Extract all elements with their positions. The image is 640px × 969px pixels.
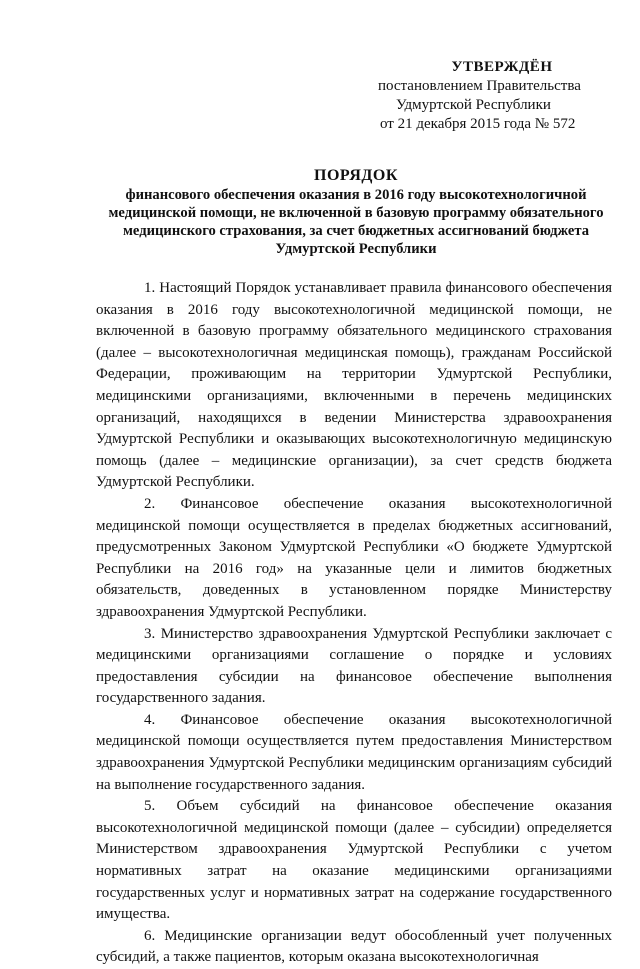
- document-title: ПОРЯДОК: [314, 167, 398, 184]
- approval-line-1: постановлением Правительства: [378, 78, 581, 94]
- paragraph-5: 5. Объем субсидий на финансовое обеспечение оказания высокотехнологичной медицинской помощи (далее – субсидии) определяется Министерством здравоохранения Удмуртской Республики с учетом нормативных затрат на оказание медицинскими организациями государственных услуг и нормативных затрат на содержание государственного имущества.: [96, 798, 612, 923]
- document-title-block: [96, 166, 616, 258]
- paragraph-6: 6. Медицинские организации ведут обособленный учет полученных субсидий, а также пациентов, которым оказана высокотехнологичная: [96, 927, 612, 966]
- paragraph-2: 2. Финансовое обеспечение оказания высокотехнологичной медицинской помощи осуществляется в пределах бюджетных ассигнований, предусмотренных Законом Удмуртской Республики «О бюджете Удмуртской Республики на 2016 год» на указанные цели и лимитов бюджетных обязательств, доведенных в установленном порядке Министерству здравоохранения Удмуртской Республики.: [96, 495, 612, 620]
- paragraph-1: 1. Настоящий Порядок устанавливает правила финансового обеспечения оказания в 2016 году высокотехнологичной медицинской помощи, не включенной в базовую программу обязательного медицинского страхования (далее – высокотехнологичная медицинская помощь), гражданам Российской Федерации, проживающим на территории Удмуртской Республики, медицинскими организациями, включенными в перечень медицинских организаций, находящихся в ведении Министерства здравоохранения Удмуртской Республики и оказывающих высокотехнологичную медицинскую помощь (далее – медицинские организации), за счет средств бюджета Удмуртской Республики.: [96, 280, 612, 491]
- document-subtitle: финансового обеспечения оказания в 2016 году высокотехнологичной медицинской помощи, не включенной в базовую программу обязательного медицинского страхования, за счет бюджетных ассигнований бюджета Удмуртской Республики: [108, 187, 604, 257]
- approval-stamp-block: [378, 58, 608, 134]
- paragraph-3: 3. Министерство здравоохранения Удмуртской Республики заключает с медицинскими организациями соглашение о порядке и условиях предоставления субсидии на финансовое обеспечение выполнения государственного задания.: [96, 625, 612, 707]
- approval-stamp: УТВЕРЖДЁН: [451, 59, 553, 75]
- paragraph-4: 4. Финансовое обеспечение оказания высокотехнологичной медицинской помощи осуществляется путем предоставления Министерством здравоохранения Удмуртской Республики медицинским организациям субсидий на выполнение государственного задания.: [96, 711, 612, 793]
- approval-line-2: Удмуртской Республики: [396, 97, 551, 113]
- document-body: [96, 278, 612, 969]
- approval-line-3: от 21 декабря 2015 года № 572: [380, 116, 576, 132]
